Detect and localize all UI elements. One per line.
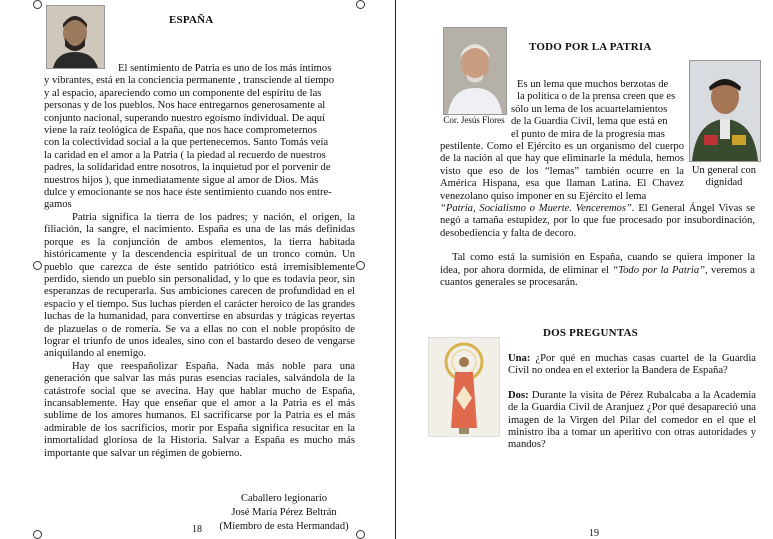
- right-page: [396, 0, 773, 539]
- intro-line: viene la raíz teológica de España, que nos hace comprometernos: [44, 125, 317, 137]
- intro-line: y al espacio, apareciendo como un componente del espíritu de las: [44, 87, 322, 99]
- general-caption-line: Un general con: [691, 165, 757, 176]
- signature-line: Caballero legionario: [240, 493, 327, 504]
- page-number: 19: [589, 528, 599, 539]
- page-number: 18: [192, 524, 202, 535]
- intro-line: personas y de los pueblos. Nos hace entregarnos generosamente al: [44, 100, 326, 112]
- text-segment: Tal como está la sumisión en España, cuando se quiera imponer la idea, por ahora dormida, de eliminar el: [440, 252, 755, 276]
- signature: [212, 492, 356, 534]
- questions: [508, 353, 756, 452]
- article-2-lead: [511, 79, 687, 141]
- question-text: ¿Por qué en muchas casas cuartel de la Guardia Civil no ondea en el exterior la Bandera de España?: [508, 353, 756, 377]
- article-2-paragraph-b: [440, 203, 755, 240]
- article-2-paragraph-2: [440, 252, 755, 289]
- binder-hole-icon: [356, 530, 365, 539]
- article-2-body: [440, 141, 684, 203]
- binder-hole-icon: [33, 0, 42, 9]
- question-1: [508, 353, 756, 378]
- lead-line: sólo un lema de los acuartelamientos: [511, 103, 668, 115]
- article-intro: [44, 63, 355, 460]
- signature-line: José María Pérez Beltrán: [231, 507, 337, 518]
- motto-text: “Patria, Socialismo o Muerte. Venceremos”.: [440, 203, 635, 214]
- text-segment: El General Ángel Vivas se negó a tamaña estupidez, por lo que fue procesado por insubordinación, desobediencia y falta de decoro.: [440, 203, 756, 239]
- intro-line: conjunto nacional, superando nuestro egoísmo individual. De aquí: [44, 112, 325, 124]
- virgin-pilar-image: [428, 337, 500, 437]
- binder-hole-icon: [356, 261, 365, 270]
- lead-line: la política o de la prensa creen que es: [517, 91, 676, 103]
- signature-line: (Miembro de esta Hermandad): [219, 521, 349, 532]
- intro-line: dulce y emocionante se nos hace éste sentimiento cuando nos entre-: [44, 187, 332, 199]
- article-title-3: DOS PREGUNTAS: [543, 327, 638, 339]
- article-paragraph-3: Hay que reespañolizar España. Nada más noble para una generación que salvar las más puras esencias raciales, salvándola de la catástrofe social que se avecina. Hay que hablar mucho de España, incansablemente. Hay que enseñar que el amor a la Patria es el más sublime de los amores humanos. El sacrificarse por la Patria es el más admirable de los sacrificios, morir por España significa resucitar en la inmortalidad gloriosa de la Historia. Salvar a España es mucho más importante que salvar un régimen de gobierno.: [44, 360, 355, 459]
- intro-line: El sentimiento de Patria es uno de los más íntimos: [118, 63, 332, 74]
- intro-line: la caridad en el amor a la Patria ( la piedad al recuerdo de nuestros: [44, 149, 326, 161]
- question-label: Dos:: [508, 389, 529, 401]
- article-2-paragraph: [440, 141, 684, 203]
- intro-line: padres, la solidaridad entre nosotros, la inquietud por el porvenir de: [44, 162, 331, 174]
- colonel-photo: [443, 27, 507, 115]
- general-photo: [689, 60, 761, 162]
- question-text: Durante la visita de Pérez Rubalcaba a la Academia de la Guardia Civil de Aranjuez ¿Por qué desapareció una imagen de la Virgen del Pilar del comedor en el que el ministro iba a tomar un aperitivo con otras autoridades y mandos?: [508, 389, 756, 451]
- binder-hole-icon: [33, 261, 42, 270]
- intro-line: gamos: [44, 199, 72, 211]
- lead-line: Es un lema que muchos berzotas de: [517, 79, 669, 90]
- general-caption: [683, 165, 765, 189]
- lead-line: el punto de mira de la progresía mas: [511, 128, 665, 140]
- article-title-2: TODO POR LA PATRIA: [529, 41, 652, 53]
- motto-text: “Todo por la Patria”: [612, 264, 706, 276]
- intro-line: nuestros hijos ), que inmediatamente sigue al amor de Dios. Más: [44, 174, 319, 186]
- text-segment: , veremos a cuantos generales se procesarán.: [440, 264, 755, 289]
- article-paragraph-2: Patria significa la tierra de los padres; y nación, el origen, la filiación, la sangre, el nacimiento. España es una de las más definidas porque es la conjunción de ambos elementos, la tierra habitada históricamente y la descendencia espiritual de un tronco común. Un pueblo que carezca de éste sentido patriótico está irremisiblemente perdido, siendo un pueblo sin personalidad, y lo que es todavía peor, sin esperanzas de recuperarla. Sus ambiciones carecen de profundidad en el espacio y el tiempo. Sus luchas pierden el carácter heroico de las grandes luchas de la humanidad, para convertirse en absurdas y trágicas reyertas de plazuelas o de romería. Se va a ellas no con el noble propósito de lograr el triunfo de unos ideales, sino con el bastardo deseo de vengarse aniquilando al enemigo.: [44, 211, 355, 360]
- general-caption-line: dignidad: [705, 177, 743, 188]
- binder-hole-icon: [356, 0, 365, 9]
- intro-line: y vibrantes, está en la conciencia permanente , transciende al tiempo: [44, 75, 335, 87]
- article-2-body-wide: [440, 203, 755, 289]
- article-title: ESPAÑA: [169, 14, 214, 26]
- binder-hole-icon: [33, 530, 42, 539]
- question-label: Una:: [508, 353, 531, 364]
- intro-line: con la colectividad social a la que pertenecemos. Santo Tomás veía: [44, 137, 329, 149]
- colonel-caption: Cor. Jesús Flores: [443, 115, 505, 125]
- author-photo: [46, 5, 105, 69]
- lead-line: de la Guardia Civil, lema que está en: [511, 116, 668, 128]
- question-2: [508, 390, 756, 452]
- text-segment: pestilente. Como el Ejército es un organismo del cuerpo de la nación al que hay que eliminarle la médula, hemos visto que eso de los “lemas” también ocurre en la América Hispana, esa que llaman Latina. El Chavez venezolano quiso imponer en su Ejército el lema: [440, 141, 684, 202]
